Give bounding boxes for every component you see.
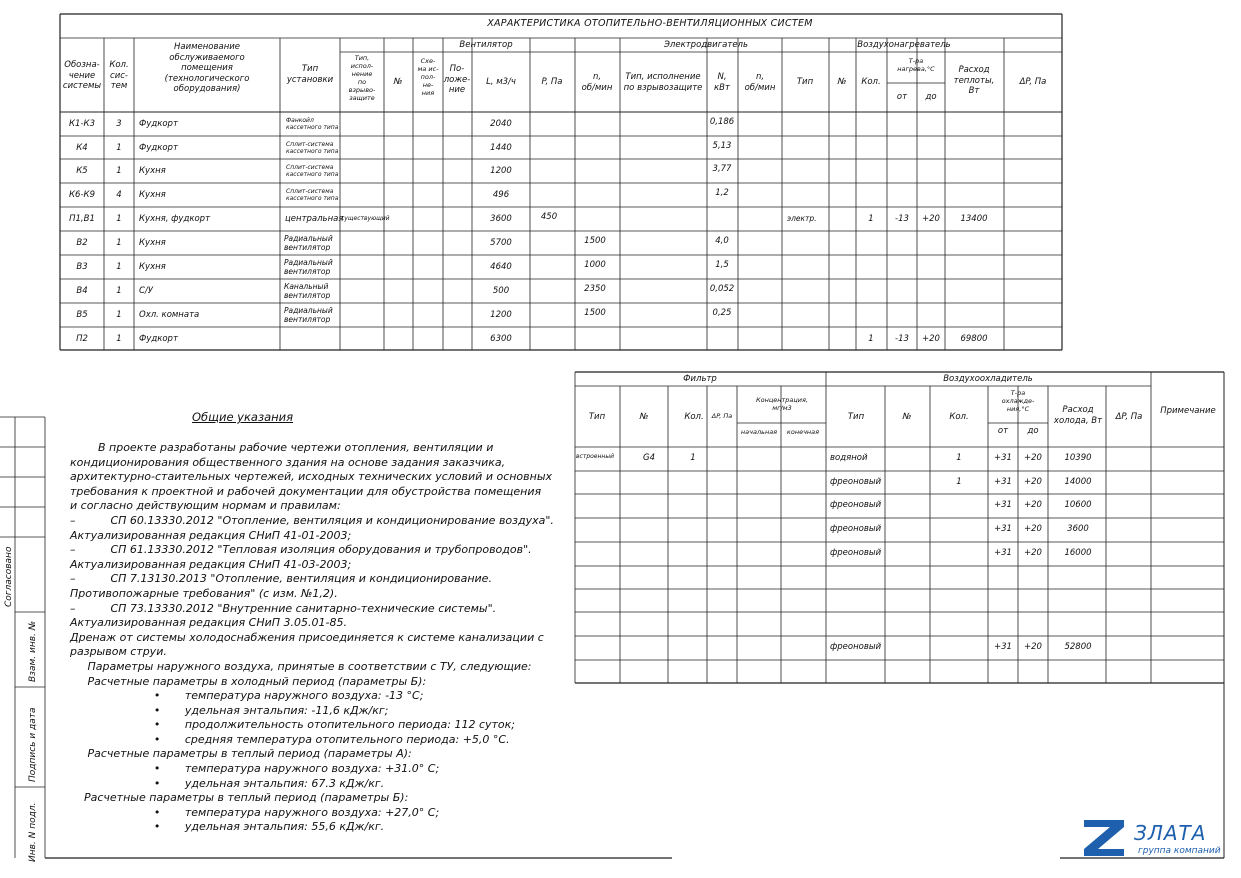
hdr-filter-no: № [639, 412, 649, 422]
row-system: В5 [76, 310, 88, 320]
row-cooler-cold: 14000 [1064, 476, 1092, 487]
row-count: 1 [116, 262, 122, 272]
hdr-heater-from: от [896, 92, 908, 102]
note-line: • продолжительность отопительного периода: 112 суток; [70, 718, 515, 732]
row-cooler-cold: 16000 [1064, 548, 1092, 558]
row-fan-L: 496 [492, 190, 510, 200]
hdr-filter-start: начальная [740, 428, 778, 436]
row-heater-to: +20 [922, 333, 940, 344]
row-fan-L: 4640 [490, 262, 512, 272]
row-fan-n: 1500 [584, 308, 606, 318]
row-system: П1,В1 [69, 214, 95, 224]
row-cooler-to: +20 [1024, 500, 1042, 510]
row-fan-L: 500 [492, 286, 510, 296]
row-filter-type: встроенный [576, 453, 614, 460]
note-line: и согласно действующим нормам и правилам: [70, 499, 341, 513]
hdr-note: Примечание [1160, 406, 1216, 416]
hdr-filter-end: конечная [786, 428, 820, 436]
hdr-fan-scheme: Схе- ма ис- пол- не- ния [417, 57, 439, 97]
hdr-fan-P: P, Па [541, 77, 563, 87]
note-line: кондиционирования общественного здания на основе задания заказчика, [70, 455, 506, 469]
note-line: Расчетные параметры в теплый период (параметры Б): [70, 791, 409, 805]
row-heater-heat: 13400 [960, 214, 988, 224]
row-cooler-from: +31 [994, 642, 1012, 652]
row-system: В2 [76, 238, 88, 248]
row-cooler-count: 1 [956, 476, 962, 487]
row-count: 1 [116, 286, 122, 296]
hdr-fan-type: Тип, испол- нение по взрыво- защите [348, 54, 376, 102]
hdr-heater-type: Тип [796, 77, 814, 87]
note-line: – СП 61.13330.2012 "Тепловая изоляция оборудования и трубопроводов". [70, 543, 532, 557]
hdr-heater-heat: Расход теплоты, Вт [953, 65, 995, 96]
logo-name: ЗЛАТА [1134, 821, 1207, 845]
row-cooler-type: фреоновый [830, 476, 882, 487]
note-line: В проекте разработаны рабочие чертежи отопления, вентиляции и [70, 441, 494, 454]
row-count: 1 [116, 310, 122, 320]
table-title: ХАРАКТЕРИСТИКА ОТОПИТЕЛЬНО-ВЕНТИЛЯЦИОННЫХ СИСТЕМ [487, 18, 813, 29]
hdr-heater-no: № [837, 77, 847, 87]
row-install-type: Фанкойл кассетного типа [286, 117, 339, 131]
hdr-motor-N: N, кВт [714, 72, 730, 93]
hdr-cooler-from: от [997, 426, 1009, 436]
row-cooler-type: фреоновый [830, 642, 882, 652]
hdr-cooler-no: № [902, 412, 912, 422]
hdr-fan-n: n, об/мин [581, 72, 613, 93]
hdr-fan-position: По- ложе- ние [443, 64, 471, 95]
row-fan-P: 450 [540, 212, 558, 222]
row-fan-n: 2350 [584, 284, 606, 294]
note-line: • удельная энтальпия: -11,6 кДж/кг; [70, 703, 389, 717]
row-system: К6-К9 [69, 190, 95, 200]
row-cooler-from: +31 [994, 453, 1012, 463]
row-room: Фудкорт [139, 333, 178, 344]
note-line: • удельная энтальпия: 67.3 кДж/кг. [70, 776, 385, 790]
hdr-cooler-to: до [1027, 426, 1039, 436]
row-cooler-from: +31 [994, 548, 1012, 558]
note-line: • температура наружного воздуха: +31.0° С; [70, 762, 440, 776]
hdr-fan-L: L, м3/ч [486, 77, 516, 87]
hdr-cooler-dp: ΔP, Па [1115, 412, 1143, 422]
row-fan-n: 1500 [584, 236, 606, 246]
hdr-room: Наименование обслуживаемого помещения (технологического оборудования) [164, 42, 250, 94]
note-line: Актуализированная редакция СНиП 41-01-2003; [70, 528, 352, 542]
company-logo [1082, 818, 1221, 862]
stamp-inv-original: Инв. N подл. [28, 802, 38, 862]
row-cooler-cold: 10390 [1064, 453, 1092, 463]
group-filter: Фильтр [683, 374, 717, 384]
note-line: – СП 73.13330.2012 "Внутренние санитарно-технические системы". [70, 601, 497, 615]
row-filter-count: 1 [690, 453, 696, 463]
note-line: архитектурно-стаительных чертежей, исходных технических условий и основных [70, 470, 553, 484]
row-fan-L: 1440 [490, 142, 512, 153]
row-room: Кухня [139, 238, 166, 248]
row-cooler-type: фреоновый [830, 548, 882, 558]
group-cooler: Воздухоохладитель [943, 374, 1033, 384]
row-install-type: Сплит-система кассетного типа [286, 140, 339, 155]
row-heater-from: -13 [895, 214, 909, 224]
row-install-type: Радиальный вентилятор [284, 234, 333, 252]
row-motor-N: 1,5 [715, 260, 729, 270]
row-count: 4 [116, 190, 122, 200]
row-cooler-type: фреоновый [830, 500, 882, 510]
note-line: Расчетные параметры в теплый период (параметры А): [70, 747, 412, 761]
row-install-type: Сплит-система кассетного типа [286, 164, 339, 178]
note-line: требования к проектной и рабочей документации для обустройства помещения [70, 484, 542, 498]
hdr-cooler-cold: Расход холода, Вт [1053, 405, 1103, 426]
row-fan-type: существующий [341, 215, 390, 222]
row-room: Фудкорт [139, 142, 178, 153]
row-cooler-cold: 52800 [1064, 642, 1092, 652]
row-count: 1 [116, 214, 122, 224]
note-line: • удельная энтальпия: 55,6 кДж/кг. [70, 820, 385, 834]
row-heater-count: 1 [868, 214, 874, 224]
note-line: разрывом струи. [70, 645, 167, 659]
row-fan-L: 6300 [490, 333, 512, 344]
hdr-filter-count: Кол. [684, 412, 704, 422]
note-line: Актуализированная редакция СНиП 41-03-2003; [70, 557, 352, 571]
note-line: Дренаж от системы холодоснабжения присоединяется к системе канализации с [70, 630, 544, 644]
row-install-type: Канальный вентилятор [284, 282, 331, 300]
hdr-count: Кол. сис- тем [109, 60, 129, 91]
group-fan: Вентилятор [459, 40, 513, 50]
note-line: Параметры наружного воздуха, принятые в соответствии с ТУ, следующие: [70, 659, 532, 673]
row-room: Кухня, фудкорт [139, 214, 211, 224]
hdr-cooler-temp: Т-ра охлажде- ния,°С [1001, 389, 1035, 413]
note-line: Актуализированная редакция СНиП 3.05.01-85. [70, 616, 347, 630]
row-cooler-from: +31 [994, 524, 1012, 534]
note-line: Расчетные параметры в холодный период (параметры Б): [70, 674, 427, 688]
row-cooler-to: +20 [1024, 453, 1042, 463]
hdr-filter-dp: ΔP, Па [711, 412, 733, 420]
row-fan-L: 3600 [490, 214, 512, 224]
row-install-type: Сплит-система кассетного типа [286, 188, 339, 202]
note-line: – СП 60.13330.2012 "Отопление, вентиляция и кондиционирование воздуха". [70, 513, 554, 527]
row-install-type: Радиальный вентилятор [284, 258, 333, 276]
row-heater-type: электр. [787, 214, 817, 223]
notes-title: Общие указания [192, 410, 294, 424]
row-room: Фудкорт [139, 119, 178, 129]
row-install-type: Радиальный вентилятор [284, 306, 333, 324]
stamp-sign-date: Подпись и дата [28, 707, 38, 782]
group-motor: Электродвигатель [664, 40, 748, 50]
row-cooler-to: +20 [1024, 642, 1042, 652]
note-line: • температура наружного воздуха: +27,0° С; [70, 805, 440, 819]
logo-subtitle: группа компаний [1138, 846, 1221, 856]
row-motor-N: 0,052 [709, 284, 735, 294]
row-cooler-to: +20 [1024, 476, 1042, 487]
hdr-heater-dp: ΔP, Па [1019, 77, 1047, 87]
row-filter-no: G4 [643, 453, 655, 463]
row-cooler-cold: 3600 [1067, 524, 1089, 534]
note-line: Противопожарные требования" (с изм. №1,2). [70, 586, 338, 600]
row-system: В3 [76, 262, 88, 272]
hdr-motor-type: Тип, исполнение по взрывозащите [623, 72, 703, 93]
row-fan-n: 1000 [584, 260, 606, 270]
row-system: В4 [76, 286, 88, 296]
general-notes [70, 441, 590, 835]
row-fan-L: 1200 [490, 166, 512, 176]
row-count: 1 [116, 142, 122, 153]
row-system: К5 [76, 166, 88, 176]
stamp-agreed: Согласовано [4, 546, 14, 607]
row-count: 1 [116, 333, 122, 344]
row-cooler-to: +20 [1024, 548, 1042, 558]
row-room: Кухня [139, 166, 166, 176]
hdr-motor-n: n, об/мин [744, 72, 776, 93]
row-system: П2 [76, 333, 88, 344]
stamp-inv-replaced: Взам. инв. № [28, 620, 38, 682]
row-motor-N: 3,77 [712, 164, 732, 174]
row-count: 1 [116, 238, 122, 248]
row-fan-L: 2040 [490, 119, 512, 129]
row-cooler-from: +31 [994, 500, 1012, 510]
row-install-type: центральная [285, 214, 344, 224]
row-room: Кухня [139, 190, 166, 200]
row-heater-heat: 69800 [960, 333, 988, 344]
row-heater-to: +20 [922, 214, 940, 224]
row-system: К4 [76, 142, 88, 153]
row-cooler-count: 1 [956, 453, 962, 463]
row-motor-N: 1,2 [715, 188, 729, 198]
note-line: • средняя температура отопительного периода: +5,0 °С. [70, 732, 510, 746]
hdr-heater-to: до [925, 92, 937, 102]
row-count: 3 [116, 119, 122, 129]
row-motor-N: 0,25 [712, 308, 732, 318]
hdr-heater-count: Кол. [861, 77, 881, 87]
row-room: С/У [139, 286, 153, 296]
row-cooler-type: водяной [830, 453, 868, 463]
row-cooler-type: фреоновый [830, 524, 882, 534]
note-line: – СП 7.13130.2013 "Отопление, вентиляция и кондиционирование. [70, 572, 492, 586]
hdr-fan-no: № [393, 77, 403, 87]
row-heater-from: -13 [895, 333, 909, 344]
hdr-cooler-count: Кол. [949, 412, 969, 422]
note-line: • температура наружного воздуха: -13 °С; [70, 689, 424, 703]
row-fan-L: 5700 [490, 238, 512, 248]
hdr-filter-conc: Концентрация, мг/м3 [755, 396, 809, 412]
row-heater-count: 1 [868, 333, 874, 344]
row-count: 1 [116, 166, 122, 176]
row-motor-N: 5,13 [712, 140, 732, 151]
row-motor-N: 0,186 [709, 117, 735, 127]
row-cooler-cold: 10600 [1064, 500, 1092, 510]
row-fan-L: 1200 [490, 310, 512, 320]
hdr-cooler-type: Тип [847, 412, 865, 422]
row-room: Кухня [139, 262, 166, 272]
row-cooler-to: +20 [1024, 524, 1042, 534]
row-cooler-from: +31 [994, 476, 1012, 487]
row-system: К1-К3 [69, 119, 95, 129]
hdr-heater-temp: Т-ра нагрева,°С [897, 57, 935, 73]
hdr-install-type: Тип установки [286, 64, 334, 85]
row-motor-N: 4,0 [715, 236, 729, 246]
hdr-designation: Обозна- чение системы [62, 60, 102, 91]
row-room: Охл. комната [139, 310, 200, 320]
hdr-filter-type: Тип [588, 412, 606, 422]
z-logo-icon [1082, 818, 1126, 858]
group-heater: Воздухонагреватель [857, 40, 951, 50]
